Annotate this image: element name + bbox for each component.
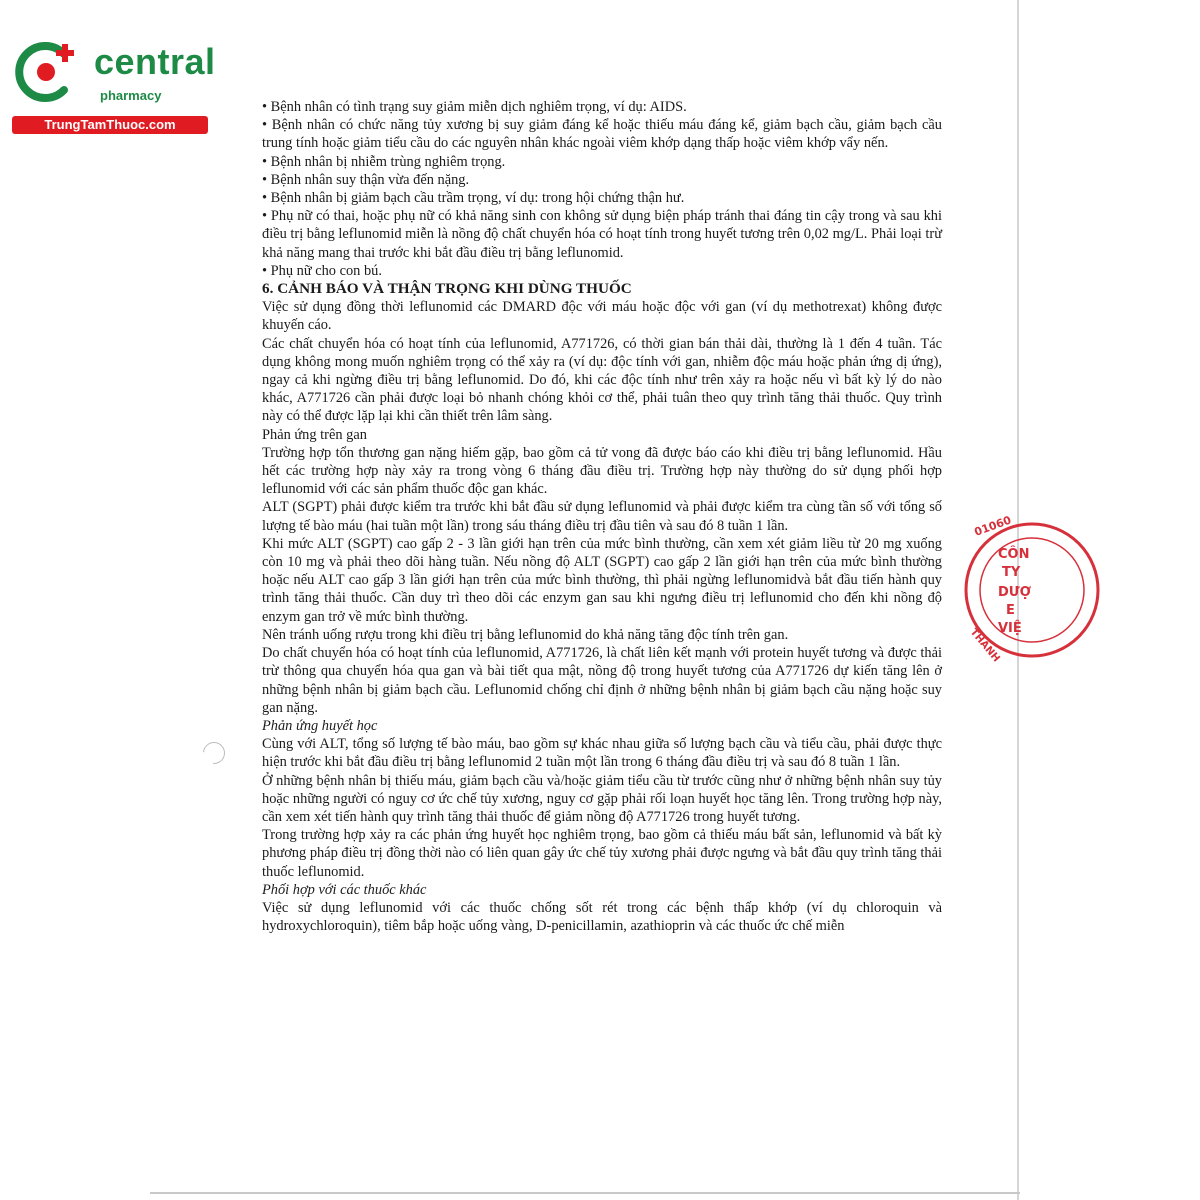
paragraph: • Bệnh nhân bị nhiễm trùng nghiêm trọng. xyxy=(262,153,506,170)
stamp-text: VIỆ xyxy=(998,621,1022,636)
subsection-heading: Phối hợp với các thuốc khác xyxy=(262,881,427,898)
paragraph: • Phụ nữ có thai, hoặc phụ nữ có khả năng sinh con không sử dụng biện pháp tránh thai đáng tin cậy trong và sau khi điều trị bằng leflunomid miễn là nồng độ chất chuyển hóa có hoạt tính trong huyết tương trên 0,02 mg/L. Phải loại trừ khả năng mang thai trước khi bắt đầu điều trị bằng leflunomid. xyxy=(262,208,942,261)
paragraph: • Bệnh nhân có tình trạng suy giảm miễn dịch nghiêm trọng, ví dụ: AIDS. xyxy=(262,99,687,115)
subsection-heading: Phản ứng huyết học xyxy=(262,717,378,734)
stamp-text: CÔN xyxy=(998,547,1030,562)
document-body xyxy=(262,98,942,935)
company-stamp xyxy=(962,510,1032,680)
paragraph: • Bệnh nhân bị giảm bạch cầu trầm trọng, ví dụ: trong hội chứng thận hư. xyxy=(262,190,685,207)
paragraph: Việc sử dụng đồng thời leflunomid các DMARD độc với máu hoặc độc với gan (ví dụ methotrexat) không được khuyến cáo. xyxy=(262,299,942,334)
site-link[interactable]: TrungTamThuoc.com xyxy=(12,116,208,134)
stamp-number: 01060 xyxy=(972,513,1013,539)
paragraph: • Bệnh nhân có chức năng tủy xương bị suy giảm đáng kể hoặc thiếu máu đáng kể, giảm bạch cầu, giảm bạch cầu trung tính hoặc giảm tiểu cầu do các nguyên nhân khác ngoài viêm khớp dạng thấp hoặc viêm khớp vẩy nến. xyxy=(262,117,942,152)
paragraph: Trường hợp tổn thương gan nặng hiếm gặp, bao gồm cả tử vong đã được báo cáo khi điều trị bằng leflunomid. Hầu hết các trường hợp này xảy ra trong vòng 6 tháng đầu điều trị. Trường hợp này thường do sử dụng phối hợp leflunomid với các sản phẩm thuốc độc gan khác. xyxy=(262,444,942,498)
paragraph: Trong trường hợp xảy ra các phản ứng huyết học nghiêm trọng, bao gồm cả thiếu máu bất sản, leflunomid và bất kỳ phương pháp điều trị đồng thời nào có liên quan gây ức chế tủy xương phải được ngưng và bắt đầu quy trình tăng thải thuốc leflunomid. xyxy=(262,827,942,880)
section-heading: 6. CẢNH BÁO VÀ THẬN TRỌNG KHI DÙNG THUỐC xyxy=(262,280,632,298)
page-bottom-edge xyxy=(150,1192,1020,1194)
brand-name: central xyxy=(94,41,216,82)
stamp-text: TY xyxy=(1002,565,1021,580)
paragraph: Ở những bệnh nhân bị thiếu máu, giảm bạch cầu và/hoặc giảm tiểu cầu từ trước cũng như ở những bệnh nhân suy tủy hoặc những người có nguy cơ ức chế tủy xương, nguy cơ gặp phải rối loạn huyết học tăng lên. Trong trường hợp này, cần xem xét tiến hành quy trình tăng thải thuốc để giảm nồng độ A771726 trong huyết tương. xyxy=(262,772,942,825)
paragraph: Phản ứng trên gan xyxy=(262,426,367,443)
central-pharmacy-logo[interactable] xyxy=(10,36,216,136)
paragraph: Các chất chuyển hóa có hoạt tính của leflunomid, A771726, có thời gian bán thải dài, thường là 1 đến 4 tuần. Tác dụng không mong muốn nghiêm trọng có thể xảy ra (ví dụ: độc tính với gan, nhiễm độc máu hoặc phản ứng dị ứng), ngay cả khi ngừng điều trị bằng leflunomid. Do đó, khi các độc tính như trên xảy ra hoặc nếu vì bất kỳ lý do nào khác, A771726 cần phải được loại bỏ nhanh chóng khỏi cơ thể, phải tuân theo quy trình tăng thải thuốc. Quy trình này có thể được lặp lại khi cần thiết trên lâm sàng. xyxy=(262,335,942,425)
stamp-text: THÀNH xyxy=(967,626,1002,665)
punch-hole-mark xyxy=(199,738,230,769)
paragraph: ALT (SGPT) phải được kiểm tra trước khi bắt đầu sử dụng leflunomid và phải được kiểm tra cùng tần số với tổng số lượng tế bào máu (hai tuần một lần) trong sáu tháng điều trị đầu tiên và sau đó 8 tuần 1 lần. xyxy=(262,499,942,534)
stamp-text: E xyxy=(1006,603,1015,618)
paragraph: Cùng với ALT, tổng số lượng tế bào máu, bao gồm sự khác nhau giữa số lượng bạch cầu và tiểu cầu, phải được thực hiện trước khi bắt đầu điều trị bằng leflunomid 2 tuần một lần trong 6 tháng đầu điều trị và sau đó 8 tuần 1 lần. xyxy=(262,736,942,771)
paragraph: Việc sử dụng leflunomid với các thuốc chống sốt rét trong các bệnh thấp khớp (ví dụ chloroquin và hydroxychloroquin), tiêm bắp hoặc uống vàng, D-penicillamin, azathioprin và các thuốc ức chế miễn xyxy=(262,899,942,935)
paragraph: Do chất chuyển hóa có hoạt tính của leflunomid, A771726, là chất liên kết mạnh với protein huyết tương và được thải trừ thông qua chuyển hóa qua gan và bài tiết qua mật, nồng độ trong huyết tương của A771726 dự kiến tăng lên ở những bệnh nhân bị giảm bạch cầu. Leflunomid chống chỉ định ở những bệnh nhân bị giảm bạch cầu nặng hoặc suy gan nặng. xyxy=(262,645,942,716)
paragraph: • Phụ nữ cho con bú. xyxy=(262,262,382,279)
paragraph: Khi mức ALT (SGPT) cao gấp 2 - 3 lần giới hạn trên của mức bình thường, cần xem xét giảm liều từ 20 mg xuống còn 10 mg và phải theo dõi hàng tuần. Nếu nồng độ ALT (SGPT) cao gấp 2 lần giới hạn trên của mức bình thường hoặc nếu ALT cao gấp 3 lần giới hạn trên của mức bình thường, thì phải ngừng leflunomidvà bắt đầu tiến hành quy trình tăng thải thuốc. Cần duy trì theo dõi các enzym gan sau khi ngưng điều trị leflunomid cho đến khi nồng độ enzym gan trở về mức bình thường. xyxy=(262,535,942,625)
paragraph: • Bệnh nhân suy thận vừa đến nặng. xyxy=(262,171,470,188)
pharmacy-cross-icon xyxy=(12,38,86,104)
stamp-text: DƯỢ xyxy=(998,585,1032,600)
brand-subtitle: pharmacy xyxy=(100,88,162,103)
paragraph: Nên tránh uống rượu trong khi điều trị bằng leflunomid do khả năng tăng độc tính trên gan. xyxy=(262,626,789,643)
